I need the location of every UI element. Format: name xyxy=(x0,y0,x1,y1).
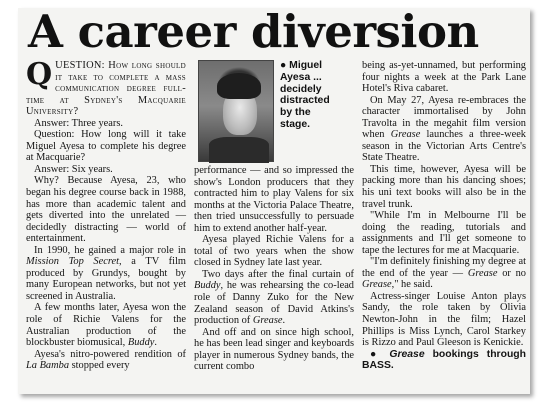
paragraph xyxy=(26,349,186,372)
text-run: or no xyxy=(497,267,526,279)
paragraph xyxy=(26,245,186,303)
italic-title: Grease xyxy=(467,267,498,279)
italic-title: Buddy xyxy=(194,280,221,292)
paragraph: Why? Because Ayesa, 23, who began his degree course back in 1988, has more than academic talent and gets diverted into the unrelated — decidedly distracting — world of entertainment. xyxy=(26,175,186,245)
text-run: ," he said. xyxy=(391,279,433,291)
text-run: . xyxy=(154,337,158,349)
paragraph-text: UESTION: How long should it take to complete a mass communication degree full-time at Sydney's Macquarie University? xyxy=(26,60,186,118)
paragraph xyxy=(362,256,526,291)
text-run: Two days after the final curtain of xyxy=(202,268,354,280)
italic-title: Grease xyxy=(252,315,283,327)
photo-caption: ● Miguel Ayesa ... decidely distracted by the stage. xyxy=(280,60,330,130)
paragraph: performance — and so impressed the show's London producers that they contracted him to play Valens for six months at the Victoria Palace Theatre, then tried unsuccessfully to persuade him to extend another half-year. xyxy=(194,165,354,234)
portrait-photo xyxy=(198,60,274,162)
paragraph: Answer: Six years. xyxy=(34,163,113,175)
paragraph: "While I'm in Melbourne I'll be doing the reading, tutorials and assignments and I'll get someone to tape the lectures for me at Macquarie. xyxy=(362,210,526,256)
paragraph: Answer: Three years. xyxy=(34,117,123,129)
italic-title: La Bamba xyxy=(26,360,70,372)
opening-paragraph xyxy=(26,57,186,118)
italic-title: Mission Top Secret xyxy=(26,256,120,268)
headline: A career diversion xyxy=(28,8,479,58)
paragraph xyxy=(194,269,354,327)
italic-title: Grease xyxy=(362,279,392,291)
paragraph: This time, however, Ayesa will be packing more than his dancing shoes; his uni text books will also be in the travel trunk. xyxy=(362,163,526,210)
newspaper-clipping xyxy=(18,8,530,394)
italic-title: Grease xyxy=(389,348,425,360)
article-column-3 xyxy=(362,60,526,372)
paragraph: Question: How long will it take Miguel Ayesa to complete his degree at Macquarie? xyxy=(26,129,186,164)
text-run: . xyxy=(282,315,286,327)
article-column-2 xyxy=(194,60,354,373)
text-run: Ayesa's nitro-powered rendition of xyxy=(34,348,186,360)
paragraph: And off and on since high school, he has been lead singer and keyboards player in numerous Sydney bands, the current combo xyxy=(194,326,354,373)
paragraph: being as-yet-unnamed, but performing four nights a week at the Park Lane Hotel's Riva cabaret. xyxy=(362,60,526,95)
italic-title: Buddy xyxy=(127,337,155,349)
text-run: A few months later, Ayesa won the role of Richie Valens for the Australian production of the blockbuster biomusical, xyxy=(26,302,186,349)
text-run: In 1990, he gained a major role in xyxy=(34,244,186,256)
text-run: On May 27, Ayesa re-embraces the character immortalised by John Travolta in the megahit film version when xyxy=(362,94,526,141)
text-run: launches a three-week season in the Victorian Arts Centre's State Theatre. xyxy=(362,129,527,164)
text-run: , a TV film produced by Grundys, bought by many European networks, but not yet screened in Australia. xyxy=(26,256,186,302)
text-run: bookings through BASS. xyxy=(362,348,526,372)
text-run: stopped every xyxy=(69,360,130,372)
drop-cap: Q xyxy=(26,57,53,92)
photo-block xyxy=(194,60,354,163)
paragraph xyxy=(26,302,186,348)
italic-title: Grease xyxy=(390,129,421,141)
paragraph: Ayesa played Richie Valens for a total of two years when the show closed in Sydney late last year. xyxy=(194,234,354,269)
paragraph xyxy=(362,95,526,164)
bullet-icon: ● xyxy=(370,348,390,360)
text-run: , he was rehearsing the co-lead role of Danny Zuko for the New Zealand season of David Atkins's production of xyxy=(194,280,354,327)
booking-note xyxy=(362,349,526,372)
text-run: "I'm definitely finishing my degree at the end of the year — xyxy=(362,256,526,279)
article-column-1 xyxy=(26,57,186,372)
paragraph: Actress-singer Louise Anton plays Sandy, the role taken by Olivia Newton-John in the film; Hazel Phillips is Miss Lynch, Carol Starkey is Rizzo and Paul Gleeson is Kenickie. xyxy=(362,290,526,349)
